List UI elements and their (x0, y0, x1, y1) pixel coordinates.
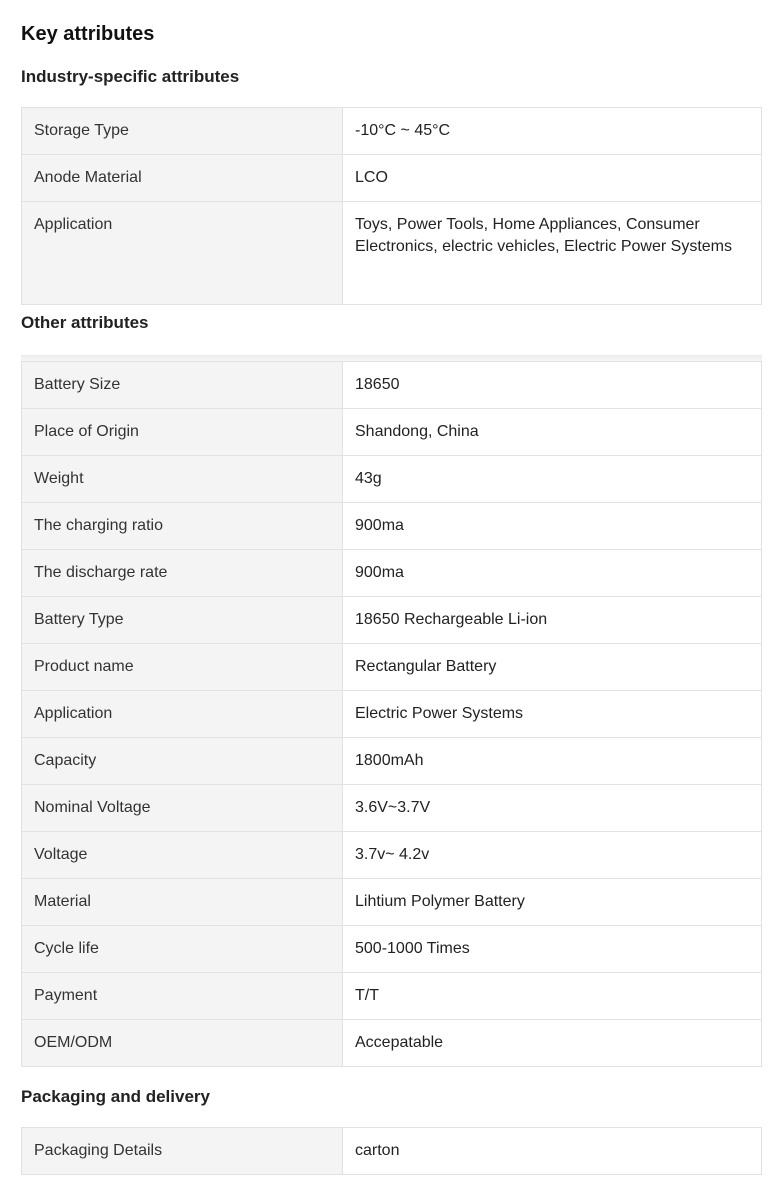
table-row (22, 926, 762, 973)
table-row (22, 785, 762, 832)
attribute-value: 3.6V~3.7V (343, 785, 762, 832)
table-row (22, 155, 762, 202)
table-row (22, 738, 762, 785)
attribute-value: 18650 Rechargeable Li-ion (343, 597, 762, 644)
table-row (22, 832, 762, 879)
attribute-value: LCO (343, 155, 762, 202)
attribute-value: Electric Power Systems (343, 691, 762, 738)
attribute-key: Anode Material (22, 155, 343, 202)
table-row (22, 973, 762, 1020)
table-row (22, 1128, 762, 1175)
page-title: Key attributes (21, 23, 155, 45)
attribute-key: Voltage (22, 832, 343, 879)
attribute-key: Battery Size (22, 362, 343, 409)
table-row (22, 550, 762, 597)
attribute-key: Application (22, 691, 343, 738)
table-row (22, 503, 762, 550)
table-row (22, 409, 762, 456)
attribute-value: Accepatable (343, 1020, 762, 1067)
attribute-value: 18650 (343, 362, 762, 409)
table-row (22, 879, 762, 926)
table-row (22, 691, 762, 738)
attribute-value: 500-1000 Times (343, 926, 762, 973)
section-heading-industry-specific: Industry-specific attributes (21, 67, 240, 86)
attribute-key: Storage Type (22, 108, 343, 155)
table-row (22, 644, 762, 691)
attribute-key: Place of Origin (22, 409, 343, 456)
packaging-table (21, 1127, 762, 1175)
attribute-value: 900ma (343, 503, 762, 550)
table-row (22, 202, 762, 305)
attribute-value: 43g (343, 456, 762, 503)
other-attributes-table (21, 361, 762, 1067)
attribute-value: T/T (343, 973, 762, 1020)
attribute-value: 1800mAh (343, 738, 762, 785)
industry-attributes-table (21, 107, 762, 305)
attribute-key: Payment (22, 973, 343, 1020)
attribute-value: Lihtium Polymer Battery (343, 879, 762, 926)
attribute-value: Rectangular Battery (343, 644, 762, 691)
table-row (22, 456, 762, 503)
attribute-key: Nominal Voltage (22, 785, 343, 832)
attribute-value: -10°C ~ 45°C (343, 108, 762, 155)
attribute-key: Material (22, 879, 343, 926)
attribute-key: Capacity (22, 738, 343, 785)
attribute-value: 900ma (343, 550, 762, 597)
section-heading-packaging: Packaging and delivery (21, 1087, 210, 1106)
attribute-value: Toys, Power Tools, Home Appliances, Consumer Electronics, electric vehicles, Electric Power Systems (343, 202, 762, 305)
table-row (22, 362, 762, 409)
attribute-value: Shandong, China (343, 409, 762, 456)
attribute-key: Packaging Details (22, 1128, 343, 1175)
attribute-key: Cycle life (22, 926, 343, 973)
attribute-value: carton (343, 1128, 762, 1175)
attribute-key: The charging ratio (22, 503, 343, 550)
attribute-key: Battery Type (22, 597, 343, 644)
attribute-key: Product name (22, 644, 343, 691)
table-row (22, 597, 762, 644)
section-heading-other: Other attributes (21, 313, 149, 332)
table-row (22, 1020, 762, 1067)
attribute-value: 3.7v~ 4.2v (343, 832, 762, 879)
table-row (22, 108, 762, 155)
attribute-key: Application (22, 202, 343, 305)
attribute-key: The discharge rate (22, 550, 343, 597)
attribute-key: OEM/ODM (22, 1020, 343, 1067)
attribute-key: Weight (22, 456, 343, 503)
